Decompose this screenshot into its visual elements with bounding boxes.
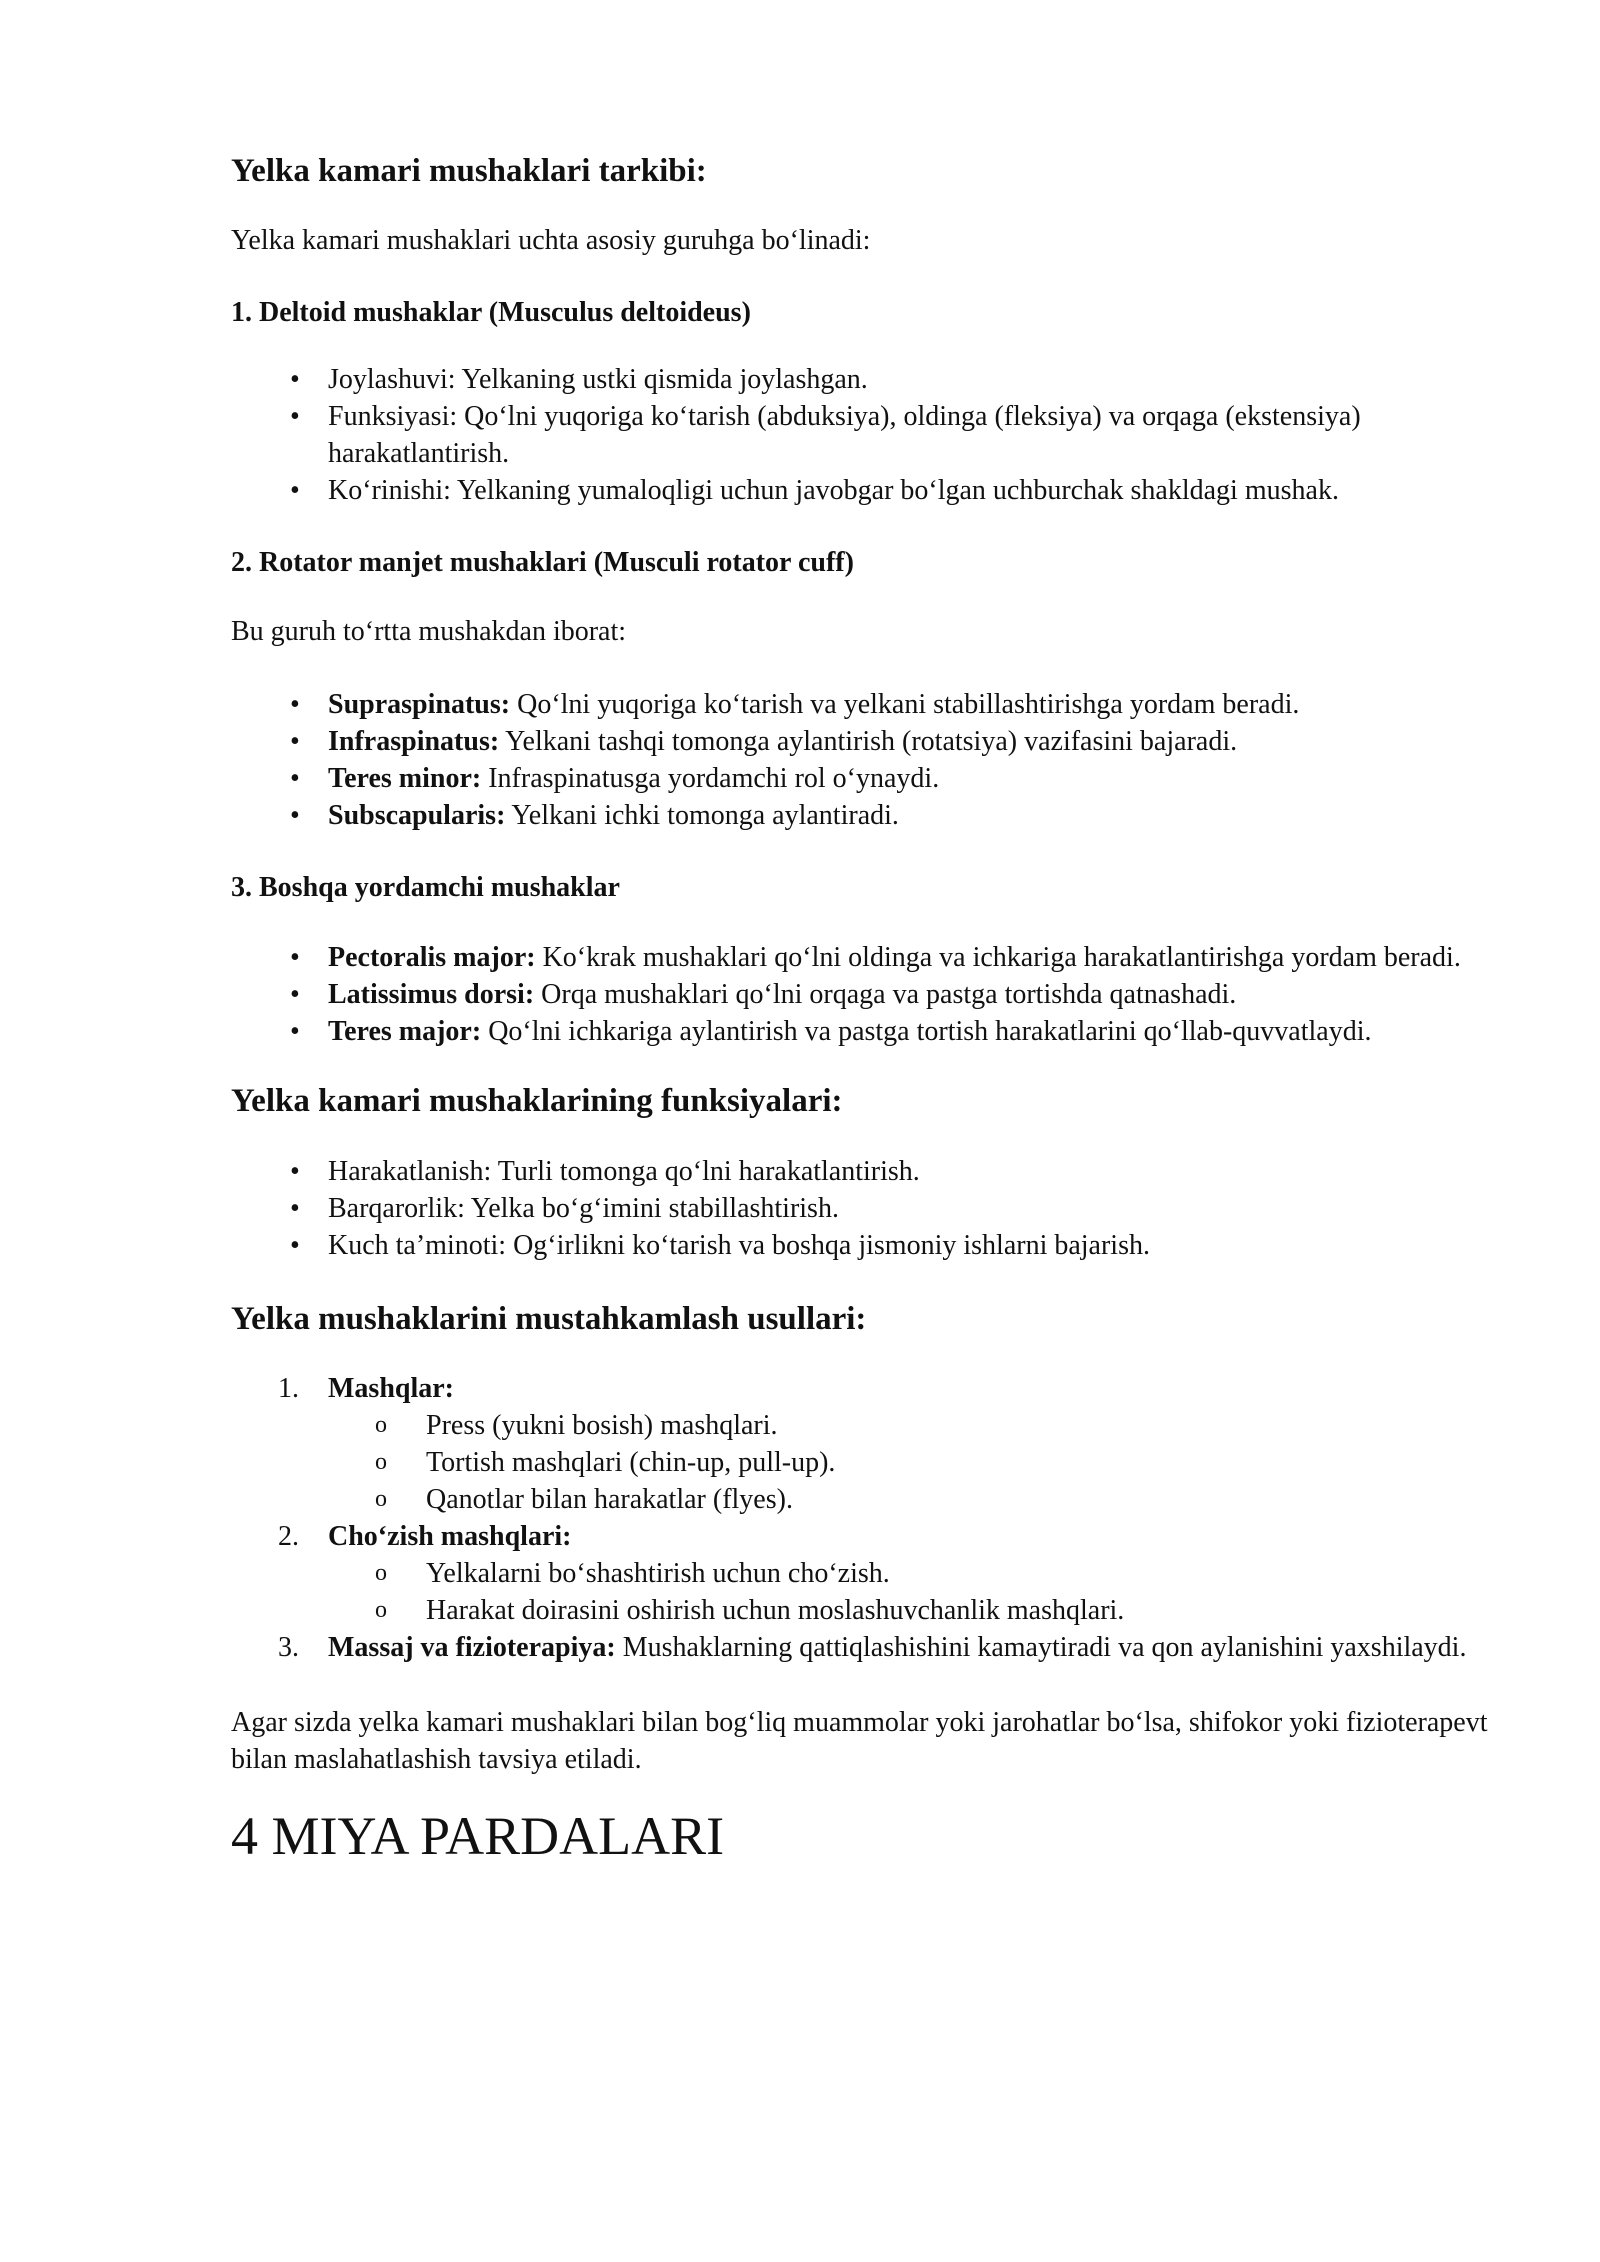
list-item: • Teres major: Qo‘lni ichkariga aylantirish va pastga tortish harakatlarini qo‘llab-quvvatlaydi.	[231, 1013, 1491, 1050]
group-title-deltoid: 1. Deltoid mushaklar (Musculus deltoideus)	[231, 296, 751, 328]
sub-list-item: o Press (yukni bosish) mashqlari.	[231, 1407, 1491, 1444]
chapter-heading: 4 MIYA PARDALARI	[231, 1805, 725, 1866]
bullet-icon: •	[290, 763, 300, 795]
list-item: • Kuch ta’minoti: Og‘irlikni ko‘tarish va boshqa jismoniy ishlarni bajarish.	[231, 1227, 1491, 1264]
list-item: • Infraspinatus: Yelkani tashqi tomonga aylantirish (rotatsiya) vazifasini bajaradi.	[231, 723, 1491, 760]
rotator-cuff-list	[231, 686, 1491, 834]
sub-list-item: o Harakat doirasini oshirish uchun moslashuvchanlik mashqlari.	[231, 1592, 1491, 1629]
circle-bullet-icon: o	[375, 1485, 387, 1512]
sub-list	[328, 1407, 1491, 1518]
sub-list-item: o Tortish mashqlari (chin-up, pull-up).	[231, 1444, 1491, 1481]
section-heading-strengthening: Yelka mushaklarini mustahkamlash usullari:	[231, 1301, 867, 1338]
bullet-icon: •	[290, 941, 300, 973]
section-heading-functions: Yelka kamari mushaklarining funksiyalari:	[231, 1082, 843, 1119]
group-title-auxiliary: 3. Boshqa yordamchi mushaklar	[231, 872, 620, 904]
list-item: • Funksiyasi: Qo‘lni yuqoriga ko‘tarish (abduksiya), oldinga (fleksiya) va orqaga (ekstensiya) harakatlantirish.	[231, 398, 1491, 472]
numbered-item: 3. Massaj va fizioterapiya: Mushaklarning qattiqlashishini kamaytiradi va qon aylanishini yaxshilaydi.	[231, 1629, 1491, 1666]
circle-bullet-icon: o	[375, 1411, 387, 1438]
bullet-icon: •	[290, 1015, 300, 1047]
deltoid-list	[231, 361, 1491, 509]
item-number: 3.	[278, 1631, 299, 1663]
section-heading-composition: Yelka kamari mushaklari tarkibi:	[231, 153, 707, 189]
bullet-icon: •	[290, 726, 300, 758]
list-item: • Latissimus dorsi: Orqa mushaklari qo‘lni orqaga va pastga tortishda qatnashadi.	[231, 976, 1491, 1013]
list-item: • Ko‘rinishi: Yelkaning yumaloqligi uchun javobgar bo‘lgan uchburchak shakldagi mushak.	[231, 472, 1491, 509]
item-number: 2.	[278, 1520, 299, 1552]
bullet-icon: •	[290, 363, 300, 395]
circle-bullet-icon: o	[375, 1448, 387, 1475]
bullet-icon: •	[290, 689, 300, 721]
sub-list-item: o Yelkalarni bo‘shashtirish uchun cho‘zish.	[231, 1555, 1491, 1592]
list-item: • Harakatlanish: Turli tomonga qo‘lni harakatlantirish.	[231, 1153, 1491, 1190]
bullet-icon: •	[290, 978, 300, 1010]
list-item: • Pectoralis major: Ko‘krak mushaklari qo‘lni oldinga va ichkariga harakatlantirishga yordam beradi.	[231, 939, 1491, 976]
bullet-icon: •	[290, 1193, 300, 1225]
bullet-icon: •	[290, 800, 300, 832]
strengthening-list	[231, 1370, 1491, 1666]
circle-bullet-icon: o	[375, 1559, 387, 1586]
closing-paragraph: Agar sizda yelka kamari mushaklari bilan bog‘liq muammolar yoki jarohatlar bo‘lsa, shifokor yoki fizioterapevt bilan maslahatlashish tavsiya etiladi.	[231, 1706, 1488, 1775]
bullet-icon: •	[290, 474, 300, 506]
list-item: • Supraspinatus: Qo‘lni yuqoriga ko‘tarish va yelkani stabillashtirishga yordam beradi.	[231, 686, 1491, 723]
list-item: • Barqarorlik: Yelka bo‘g‘imini stabillashtirish.	[231, 1190, 1491, 1227]
list-item: • Subscapularis: Yelkani ichki tomonga aylantiradi.	[231, 797, 1491, 834]
bullet-icon: •	[290, 1230, 300, 1262]
numbered-item: 2. Cho‘zish mashqlari: o Yelkalarni bo‘shashtirish uchun cho‘zish. o Harakat doirasini oshirish uchun moslashuvchanlik mashqlari.	[231, 1518, 1491, 1629]
auxiliary-list	[231, 939, 1491, 1050]
group-intro: Bu guruh to‘rtta mushakdan iborat:	[231, 616, 627, 648]
sub-list-item: o Qanotlar bilan harakatlar (flyes).	[231, 1481, 1491, 1518]
list-item: • Joylashuvi: Yelkaning ustki qismida joylashgan.	[231, 361, 1491, 398]
bullet-icon: •	[290, 1156, 300, 1188]
group-title-rotator-cuff: 2. Rotator manjet mushaklari (Musculi rotator cuff)	[231, 546, 854, 578]
circle-bullet-icon: o	[375, 1596, 387, 1623]
item-number: 1.	[278, 1372, 299, 1404]
section-intro: Yelka kamari mushaklari uchta asosiy guruhga bo‘linadi:	[231, 224, 871, 256]
list-item: • Teres minor: Infraspinatusga yordamchi rol o‘ynaydi.	[231, 760, 1491, 797]
document-page	[231, 150, 1491, 1869]
functions-list	[231, 1153, 1491, 1264]
numbered-item: 1. Mashqlar: o Press (yukni bosish) mashqlari. o Tortish mashqlari (chin-up, pull-up). o Qanotlar bilan harakatlar (flyes).	[231, 1370, 1491, 1518]
bullet-icon: •	[290, 400, 300, 432]
sub-list	[328, 1555, 1491, 1629]
